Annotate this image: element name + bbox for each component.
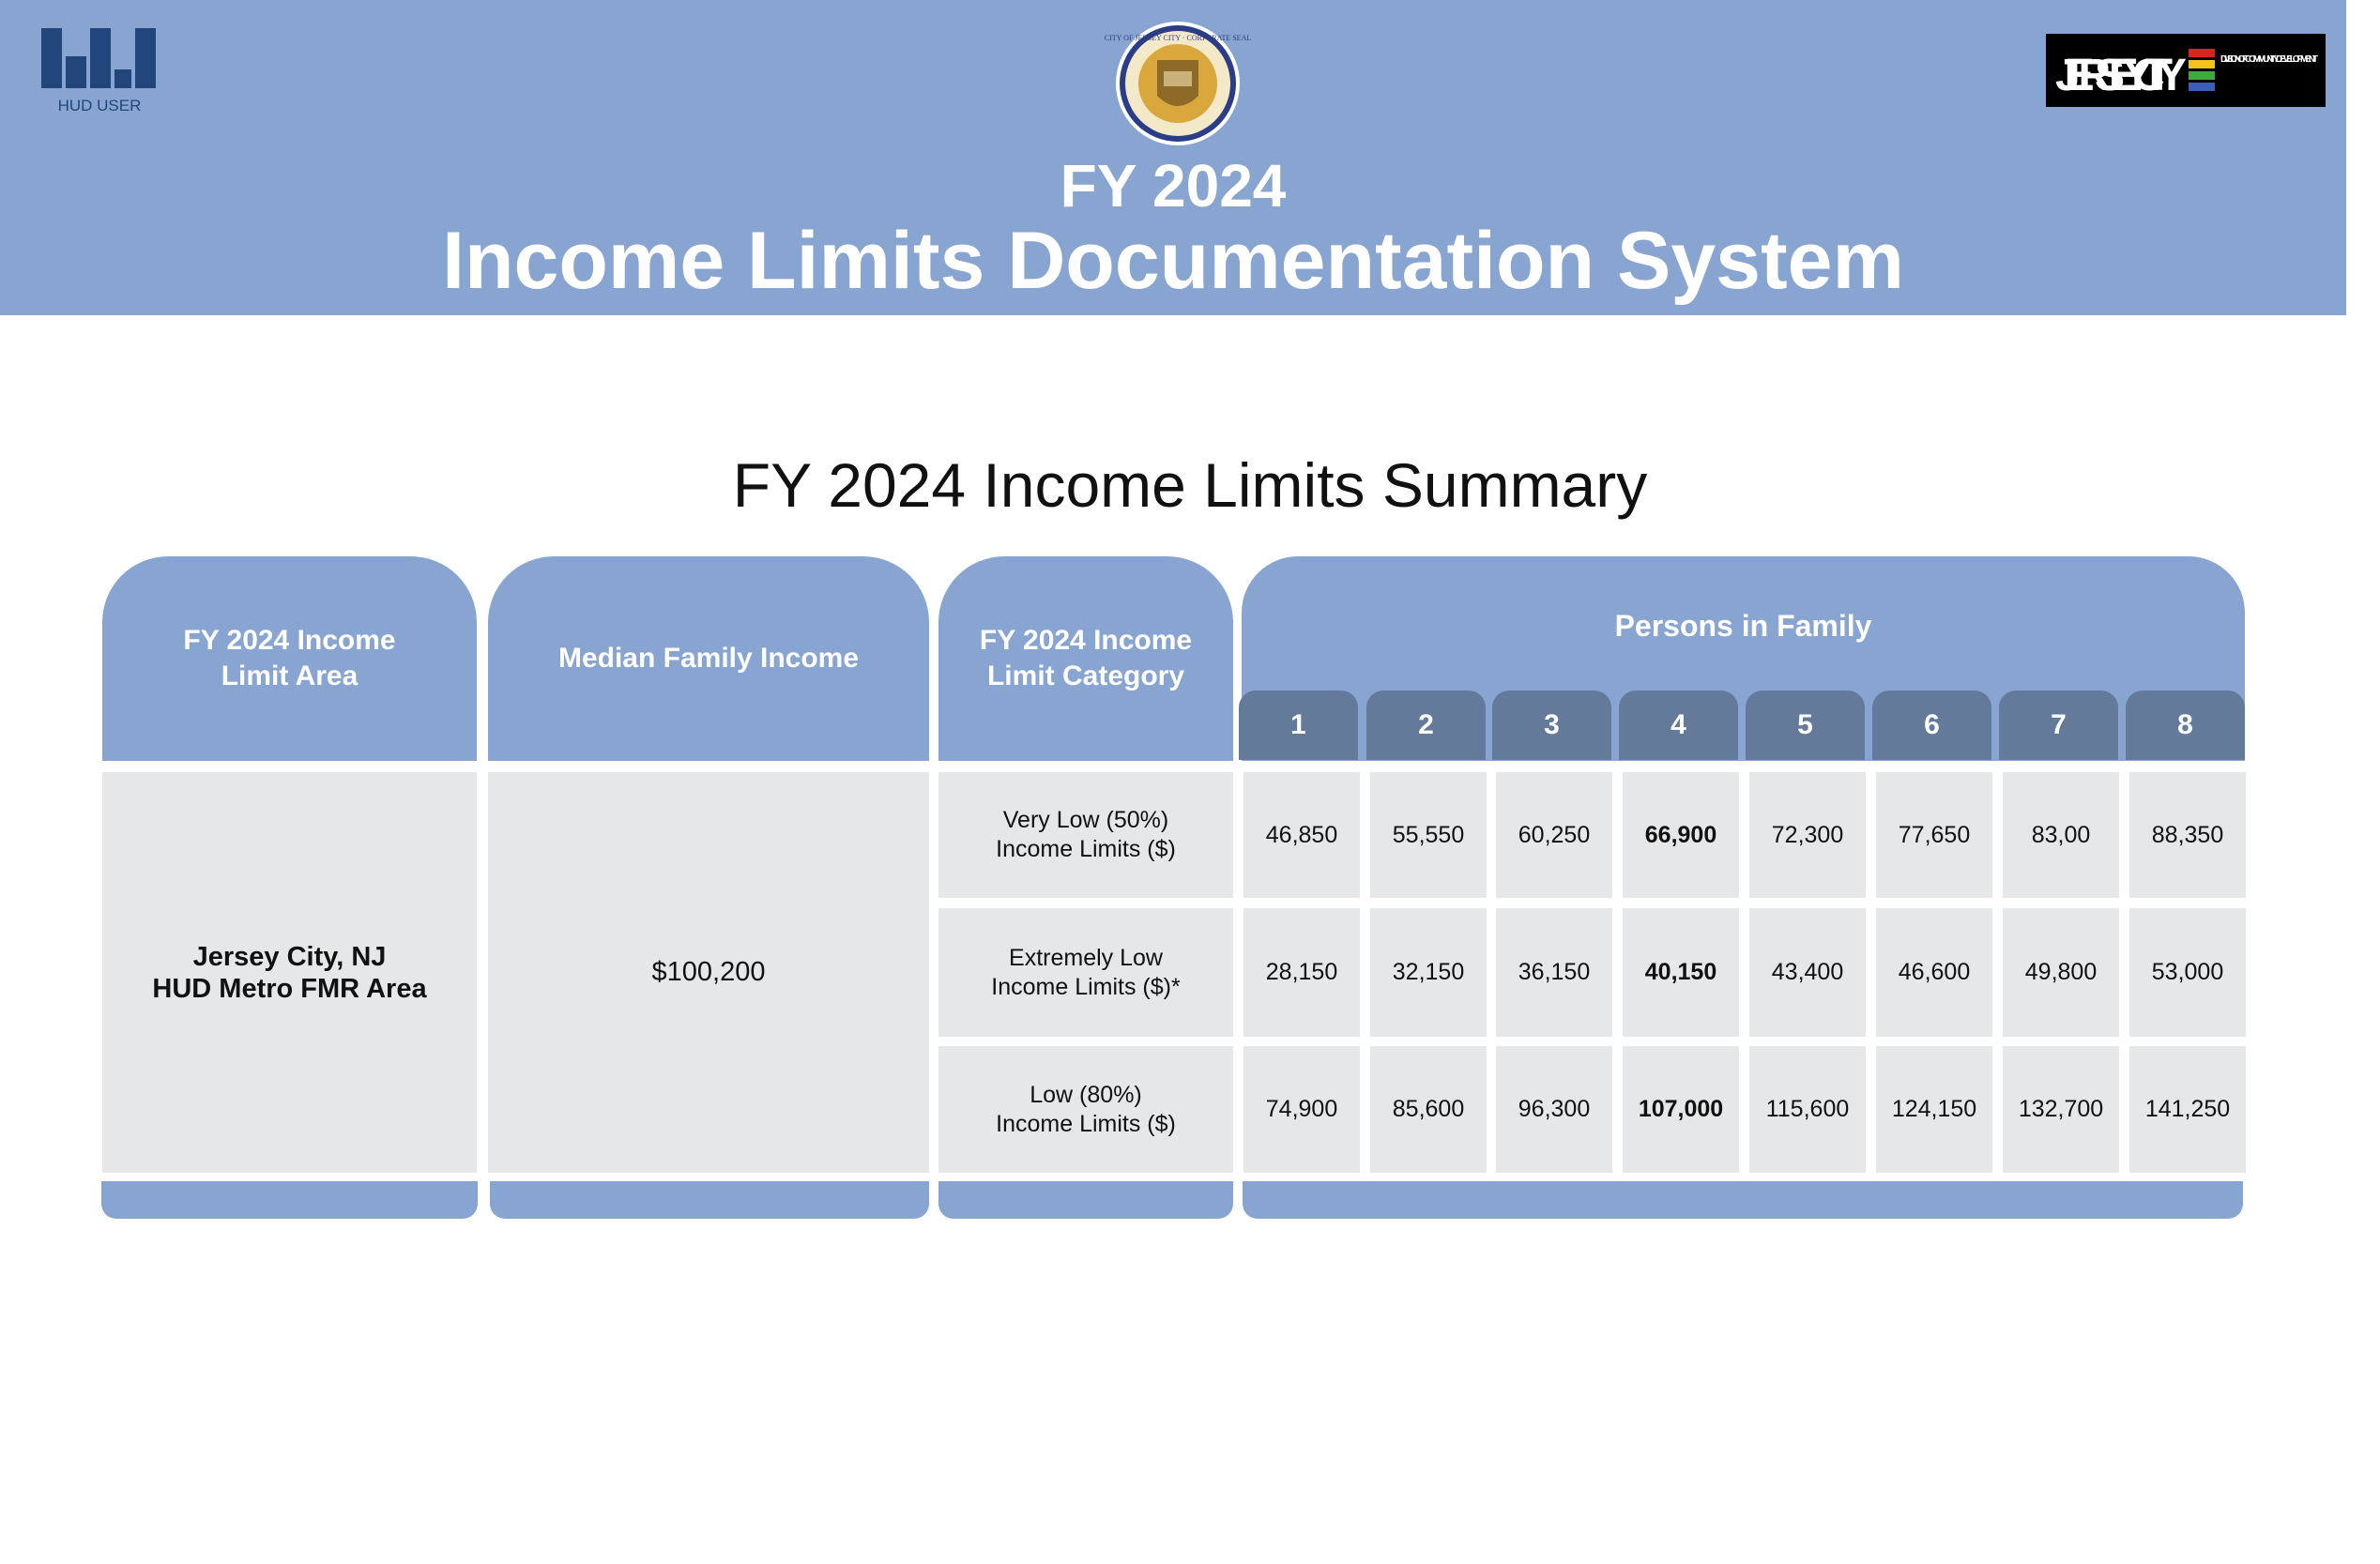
persons-1-header: 1 — [1239, 691, 1358, 760]
value-cell: 88,350 — [2129, 772, 2246, 898]
persons-5-header: 5 — [1746, 691, 1865, 760]
value-cell: 115,600 — [1749, 1046, 1866, 1173]
header-banner — [0, 0, 2346, 315]
value-cell: 46,850 — [1243, 772, 1360, 898]
category-label: Very Low (50%) — [1002, 807, 1169, 833]
value-cell: 96,300 — [1496, 1046, 1612, 1173]
value-cell: 83,00 — [2003, 772, 2119, 898]
persons-header-label: Persons in Family — [1614, 609, 1872, 643]
category-sublabel: Income Limits ($)* — [991, 973, 1181, 1000]
svg-text:DIVISION OF COMMUNITY DEVELOPM: DIVISION OF COMMUNITY DEVELOPMENT — [2220, 54, 2318, 65]
table-footer-bar — [101, 1181, 478, 1219]
jersey-city-division-logo — [2046, 34, 2326, 107]
value-cell: 43,400 — [1749, 908, 1866, 1037]
fy-label: FY 2024 — [1060, 152, 1287, 220]
value-cell: 66,900 — [1623, 772, 1739, 898]
table-footer-bar — [1243, 1181, 2243, 1219]
hud-user-logo — [38, 24, 169, 118]
value-cell: 124,150 — [1876, 1046, 1992, 1173]
category-very-low — [938, 772, 1233, 898]
svg-text:JERSEY CITY: JERSEY CITY — [2055, 51, 2187, 100]
persons-8-header: 8 — [2126, 691, 2245, 760]
category-label: Low (80%) — [1030, 1081, 1142, 1108]
category-low — [938, 1046, 1233, 1173]
value-cell: 49,800 — [2003, 908, 2119, 1037]
category-header — [938, 556, 1233, 761]
table-footer-bar — [490, 1181, 929, 1219]
value-cell: 55,550 — [1370, 772, 1487, 898]
category-header-label: FY 2024 Income Limit Category — [979, 625, 1193, 691]
value-cell: 32,150 — [1370, 908, 1487, 1037]
value-cell: 53,000 — [2129, 908, 2246, 1037]
summary-title: FY 2024 Income Limits Summary — [732, 450, 1648, 520]
persons-2-header: 2 — [1366, 691, 1486, 760]
value-cell: 46,600 — [1876, 908, 1992, 1037]
value-cell: 72,300 — [1749, 772, 1866, 898]
persons-4-header: 4 — [1619, 691, 1738, 760]
area-subtitle: HUD Metro FMR Area — [152, 973, 427, 1004]
svg-text:CITY OF JERSEY CITY · CORPORAT: CITY OF JERSEY CITY · CORPORATE SEAL — [1104, 34, 1252, 42]
value-cell: 60,250 — [1496, 772, 1612, 898]
value-cell: 107,000 — [1623, 1046, 1739, 1173]
value-cell: 77,650 — [1876, 772, 1992, 898]
value-cell: 40,150 — [1623, 908, 1739, 1037]
persons-6-header: 6 — [1872, 691, 1991, 760]
table-footer-bar — [938, 1181, 1233, 1219]
persons-3-header: 3 — [1492, 691, 1611, 760]
median-header-label: Median Family Income — [557, 643, 860, 674]
value-cell: 132,700 — [2003, 1046, 2119, 1173]
median-header — [488, 556, 929, 761]
median-income-cell: $100,200 — [488, 772, 929, 1173]
system-title: Income Limits Documentation System — [442, 216, 1904, 306]
value-cell: 74,900 — [1243, 1046, 1360, 1173]
value-cell: 28,150 — [1243, 908, 1360, 1037]
area-header — [102, 556, 477, 761]
area-header-label: FY 2024 Income Limit Area — [183, 625, 396, 691]
value-cell: 36,150 — [1496, 908, 1612, 1037]
category-sublabel: Income Limits ($) — [996, 1110, 1176, 1137]
value-cell: 85,600 — [1370, 1046, 1487, 1173]
value-cell: 141,250 — [2129, 1046, 2246, 1173]
area-cell — [102, 772, 477, 1173]
area-name: Jersey City, NJ — [192, 941, 387, 972]
category-extremely-low — [938, 908, 1233, 1037]
category-label: Extremely Low — [1009, 944, 1163, 971]
jersey-city-seal — [1104, 19, 1252, 148]
category-sublabel: Income Limits ($) — [996, 836, 1176, 862]
persons-7-header: 7 — [1999, 691, 2118, 760]
svg-text:HUD USER: HUD USER — [57, 97, 142, 114]
